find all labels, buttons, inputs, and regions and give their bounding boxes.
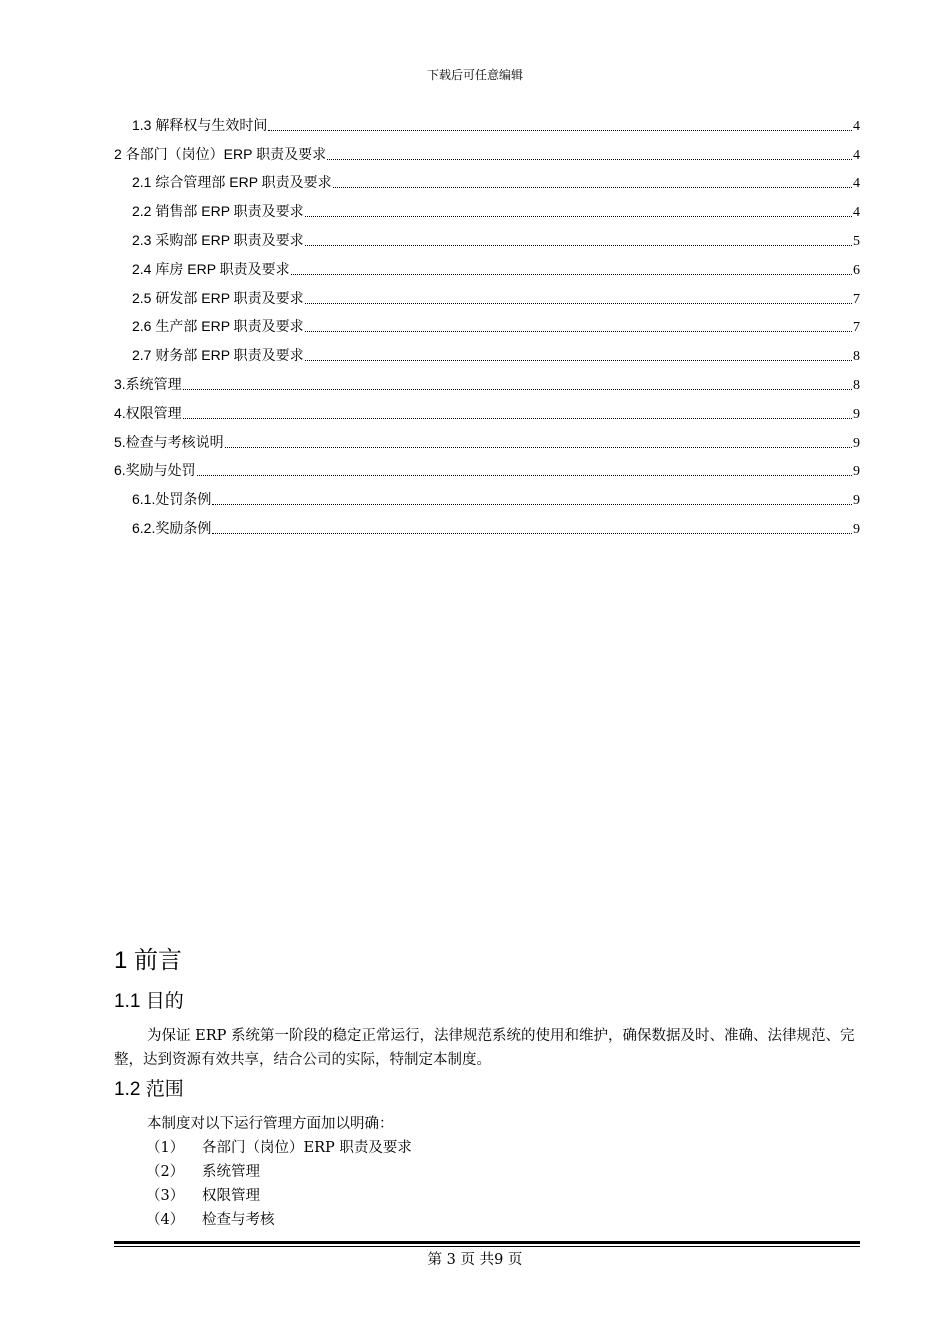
subsection-heading-scope: 1.2 范围	[114, 1079, 184, 1100]
scope-list	[146, 1136, 412, 1232]
toc-leader	[268, 129, 852, 131]
toc-entry[interactable]	[114, 279, 860, 308]
page-header: 下载后可任意编辑	[426, 68, 523, 82]
toc-entry[interactable]	[114, 250, 860, 279]
toc-entry[interactable]	[114, 509, 860, 538]
list-item-text: 各部门（岗位）ERP 职责及要求	[202, 1140, 412, 1156]
list-item-number: （4）	[146, 1212, 185, 1228]
toc-entry[interactable]	[114, 336, 860, 365]
toc-entry-page: 9	[853, 406, 860, 422]
toc-leader	[305, 302, 852, 304]
toc-leader	[225, 446, 852, 448]
toc-entry-title: 2 各部门（岗位）ERP 职责及要求	[114, 145, 327, 162]
toc-entry[interactable]	[114, 135, 860, 164]
toc-leader	[197, 474, 852, 476]
toc-leader	[305, 359, 852, 361]
toc-entry-title: 4.权限管理	[114, 404, 182, 421]
toc-entry-page: 6	[853, 262, 860, 278]
toc-entry-page: 9	[853, 464, 860, 480]
toc-entry-title: 1.3 解释权与生效时间	[132, 116, 268, 133]
toc-leader	[333, 186, 852, 188]
list-item-number: （2）	[146, 1164, 185, 1180]
toc-entry-title: 2.2 销售部 ERP 职责及要求	[132, 203, 304, 220]
toc-entry[interactable]	[114, 423, 860, 452]
toc-entry[interactable]	[114, 452, 860, 481]
toc-leader	[327, 158, 852, 160]
toc-entry-page: 5	[853, 233, 860, 249]
toc-entry-page: 8	[853, 377, 860, 393]
table-of-contents	[114, 106, 860, 538]
toc-entry-title: 2.3 采购部 ERP 职责及要求	[132, 231, 304, 248]
toc-leader	[212, 532, 852, 534]
list-item-text: 检查与考核	[202, 1212, 275, 1228]
list-item	[146, 1208, 412, 1232]
scope-intro: 本制度对以下运行管理方面加以明确：	[147, 1116, 394, 1132]
toc-entry[interactable]	[114, 394, 860, 423]
toc-entry-title: 3.系统管理	[114, 375, 182, 392]
toc-entry[interactable]	[114, 164, 860, 193]
toc-leader	[183, 417, 852, 419]
list-item	[146, 1184, 412, 1208]
toc-entry-title: 2.7 财务部 ERP 职责及要求	[132, 347, 304, 364]
toc-entry-page: 9	[853, 493, 860, 509]
footer-divider-thin	[114, 1246, 860, 1247]
list-item	[146, 1160, 412, 1184]
toc-leader	[305, 330, 852, 332]
toc-entry-title: 2.1 综合管理部 ERP 职责及要求	[132, 174, 332, 191]
toc-leader	[212, 503, 852, 505]
footer-divider-thick	[114, 1241, 860, 1244]
toc-entry-page: 4	[853, 205, 860, 221]
toc-entry[interactable]	[114, 480, 860, 509]
toc-entry-page: 7	[853, 320, 860, 336]
purpose-paragraph: 为保证 ERP 系统第一阶段的稳定正常运行，法律规范系统的使用和维护，确保数据及时、准确、法律规范、完整，达到资源有效共享，结合公司的实际，特制定本制度。	[114, 1028, 855, 1068]
toc-entry-title: 6.2.奖励条例	[132, 519, 212, 536]
toc-entry-page: 8	[853, 349, 860, 365]
subsection-heading-purpose: 1.1 目的	[114, 991, 184, 1012]
page-footer: 第 3 页 共9 页	[427, 1252, 523, 1268]
toc-leader	[305, 215, 852, 217]
section-heading: 1 前言	[114, 947, 183, 974]
list-item-number: （3）	[146, 1188, 185, 1204]
toc-leader	[183, 388, 852, 390]
toc-entry-page: 4	[853, 147, 860, 163]
toc-entry[interactable]	[114, 308, 860, 337]
toc-entry-title: 2.4 库房 ERP 职责及要求	[132, 260, 290, 277]
toc-leader	[291, 273, 852, 275]
list-item-number: （1）	[146, 1140, 185, 1156]
list-item-text: 系统管理	[202, 1164, 260, 1180]
toc-entry[interactable]	[114, 106, 860, 135]
toc-leader	[305, 244, 852, 246]
toc-entry-page: 9	[853, 435, 860, 451]
toc-entry[interactable]	[114, 192, 860, 221]
toc-entry-title: 6.1.处罚条例	[132, 491, 212, 508]
toc-entry-page: 4	[853, 176, 860, 192]
toc-entry-title: 5.检查与考核说明	[114, 433, 224, 450]
toc-entry-page: 4	[853, 118, 860, 134]
toc-entry-page: 9	[853, 521, 860, 537]
toc-entry-page: 7	[853, 291, 860, 307]
toc-entry-title: 2.6 生产部 ERP 职责及要求	[132, 318, 304, 335]
toc-entry[interactable]	[114, 365, 860, 394]
toc-entry-title: 2.5 研发部 ERP 职责及要求	[132, 289, 304, 306]
toc-entry-title: 6.奖励与处罚	[114, 462, 196, 479]
list-item-text: 权限管理	[202, 1188, 260, 1204]
list-item	[146, 1136, 412, 1160]
toc-entry[interactable]	[114, 221, 860, 250]
